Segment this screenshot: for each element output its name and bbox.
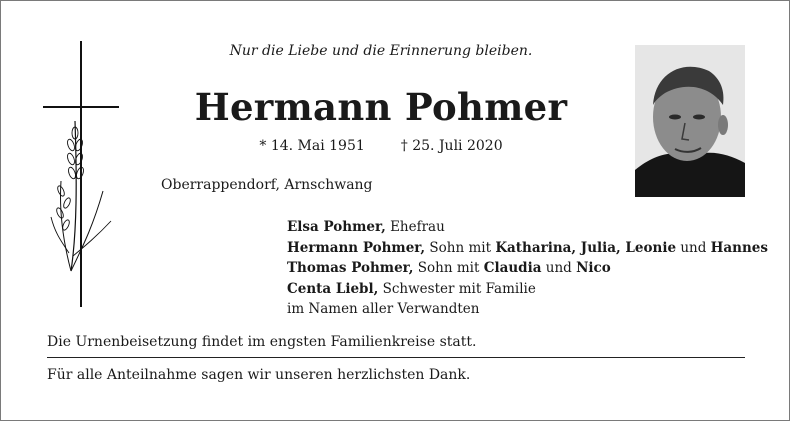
mourner-line: Hermann Pohmer, Sohn mit Katharina, Julia, Leonie und Hannes (287, 239, 768, 256)
motto: Nur die Liebe und die Erinnerung bleiben. (229, 43, 533, 59)
funeral-note: Die Urnenbeisetzung findet im engsten Familienkreise statt. (47, 334, 477, 350)
mourner-line: im Namen aller Verwandten (287, 301, 480, 317)
deceased-name: Hermann Pohmer (194, 85, 568, 129)
death-date: † 25. Juli 2020 (400, 138, 503, 154)
mourner-line: Thomas Pohmer, Sohn mit Claudia und Nico (287, 260, 611, 276)
divider (47, 357, 745, 358)
mourners-list (287, 217, 768, 320)
thanks-note: Für alle Anteilnahme sagen wir unseren herzlichsten Dank. (47, 367, 471, 383)
portrait-photo (635, 45, 745, 197)
cross-with-wheat-icon (41, 41, 121, 311)
mourner-line: Elsa Pohmer, Ehefrau (287, 219, 445, 235)
mourner-line: Centa Liebl, Schwester mit Familie (287, 280, 536, 297)
place-of-residence: Oberrappendorf, Arnschwang (161, 177, 373, 193)
life-dates (161, 138, 601, 154)
birth-date: * 14. Mai 1951 (259, 138, 365, 154)
